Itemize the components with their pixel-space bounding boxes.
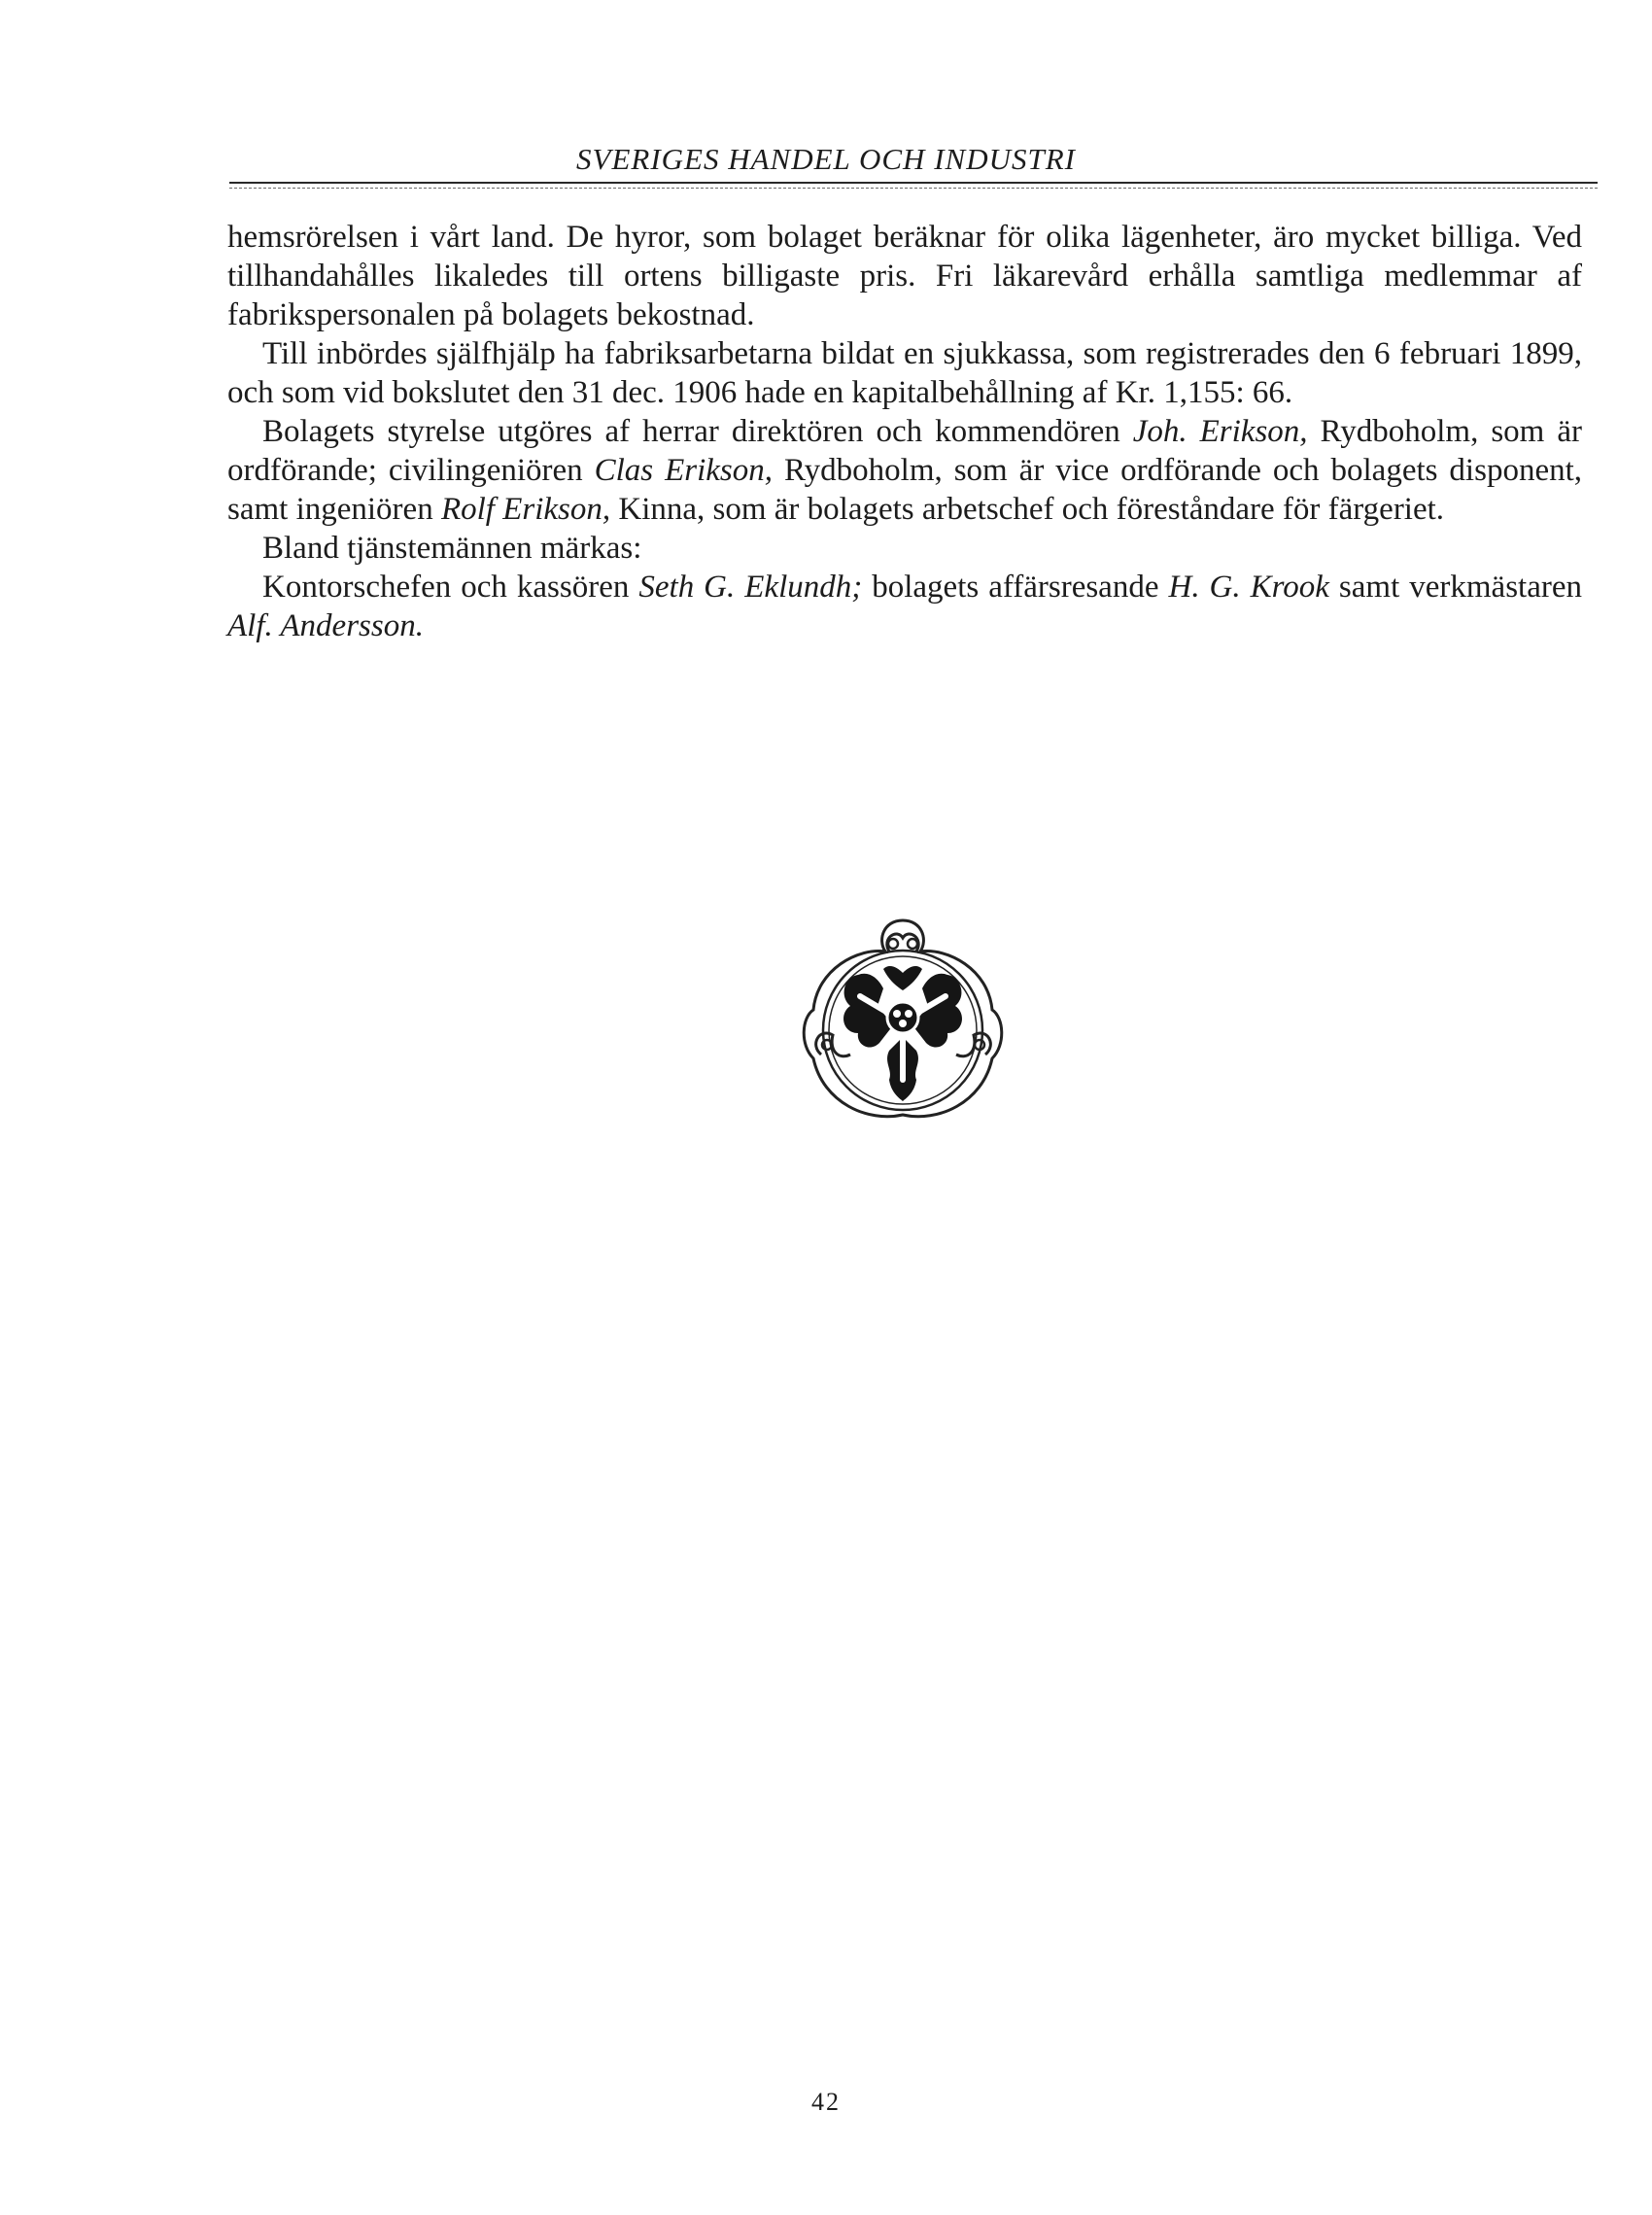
header-rule-thin xyxy=(229,188,1598,189)
board-text-2: Rydboholm, som är ordförande; civilingeniören xyxy=(227,414,1582,488)
officials-text-2: bolagets affärsresande xyxy=(862,570,1169,605)
board-text-4: Kinna, som är bolagets arbetschef och föreståndare för färgeriet. xyxy=(610,492,1445,527)
paragraph-housing: hemsrörelsen i vårt land. De hyror, som bolaget beräknar för olika lägenheter, äro mycket billiga. Ved tillhandahålles likaledes till ortens billigaste pris. Fri läkarevård erhålla samtliga medlemmar af fabrikspersonalen på bolagets bekostnad. xyxy=(227,220,1582,332)
board-text-1: Bolagets styrelse utgöres af herrar direktören och kommendören xyxy=(262,414,1133,449)
paragraph-sick-fund: Till inbördes själfhjälp ha fabriksarbetarna bildat en sjukkassa, som registrerades den 6 februari 1899, och som vid bokslutet den 31 dec. 1906 hade en kapitalbehållning af Kr. 1,155: 66. xyxy=(227,336,1582,410)
board-name-2: Clas Erikson, xyxy=(594,453,774,488)
board-name-1: Joh. Erikson, xyxy=(1132,414,1308,449)
page-number: 42 xyxy=(811,2088,841,2116)
paragraph-officials-heading: Bland tjänstemännen märkas: xyxy=(262,531,642,566)
board-name-3: Rolf Erikson, xyxy=(440,492,611,527)
officials-name-2: H. G. Krook xyxy=(1168,570,1329,605)
officials-text-1: Kontorschefen och kassören xyxy=(262,570,639,605)
trefoil-ornament-icon xyxy=(800,909,1007,1126)
paragraph-board xyxy=(227,412,1582,529)
officials-name-1: Seth G. Eklundh; xyxy=(638,570,863,605)
running-title: SVERIGES HANDEL OCH INDUSTRI xyxy=(576,142,1076,176)
body-text xyxy=(227,218,1582,645)
header-rule xyxy=(229,182,1598,184)
paragraph-officials xyxy=(227,568,1582,645)
board-text-3: Rydboholm, som är vice ordförande och bolagets disponent, samt ingeniören xyxy=(227,453,1583,527)
officials-text-3: samt verkmästaren xyxy=(1328,570,1582,605)
officials-name-3: Alf. Andersson. xyxy=(227,608,424,643)
